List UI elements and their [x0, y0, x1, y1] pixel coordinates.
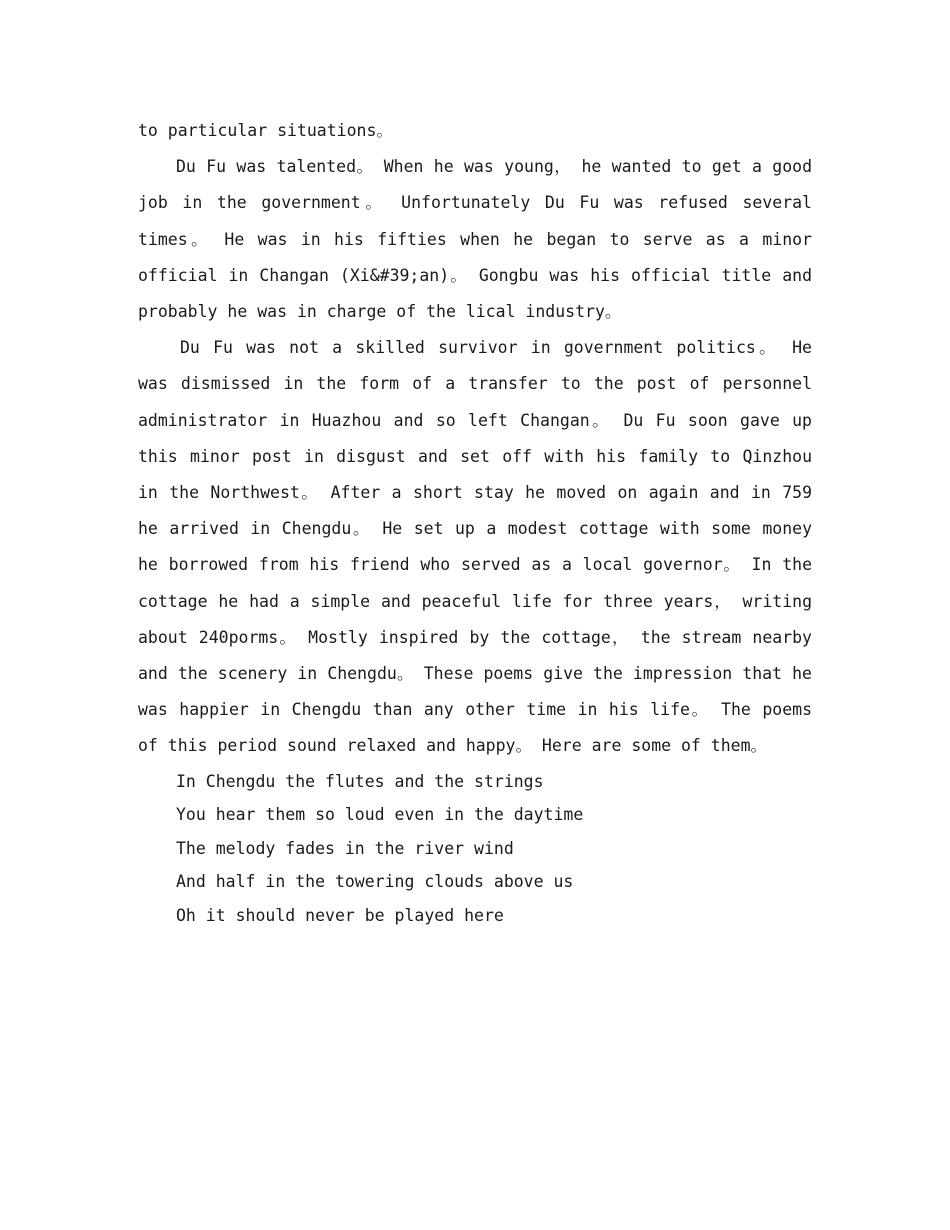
poem-line: The melody fades in the river wind [176, 838, 514, 858]
poem-line: And half in the towering clouds above us [176, 872, 574, 892]
poem-excerpt [138, 765, 812, 933]
poem-line: Oh it should never be played here [176, 906, 504, 926]
paragraph-continuation: to particular situations。 [138, 121, 393, 140]
poem-line: You hear them so loud even in the daytime [176, 805, 584, 825]
document-body [138, 113, 812, 933]
paragraph-du-fu-talent: Du Fu was talented。 When he was young， he wanted to get a good job in the government。 Unfortunately Du Fu was refused several times。 He was in his fifties when he began to serve as a minor official in Changan (Xi&#39;an)。 Gongbu was his official title and probably he was in charge of the lical industry。 [138, 157, 812, 322]
paragraph-du-fu-politics: Du Fu was not a skilled survivor in government politics。 He was dismissed in the form of a transfer to the post of personnel administrator in Huazhou and so left Changan。 Du Fu soon gave up this minor post in disgust and set off with his family to Qinzhou in the Northwest。 After a short stay he moved on again and in 759 he arrived in Chengdu。 He set up a modest cottage with some money he borrowed from his friend who served as a local governor。 In the cottage he had a simple and peaceful life for three years， writing about 240porms。 Mostly inspired by the cottage， the stream nearby and the scenery in Chengdu。 These poems give the impression that he was happier in Chengdu than any other time in his life。 The poems of this period sound relaxed and happy。 Here are some of them。 [138, 338, 812, 756]
poem-line: In Chengdu the flutes and the strings [176, 771, 544, 791]
